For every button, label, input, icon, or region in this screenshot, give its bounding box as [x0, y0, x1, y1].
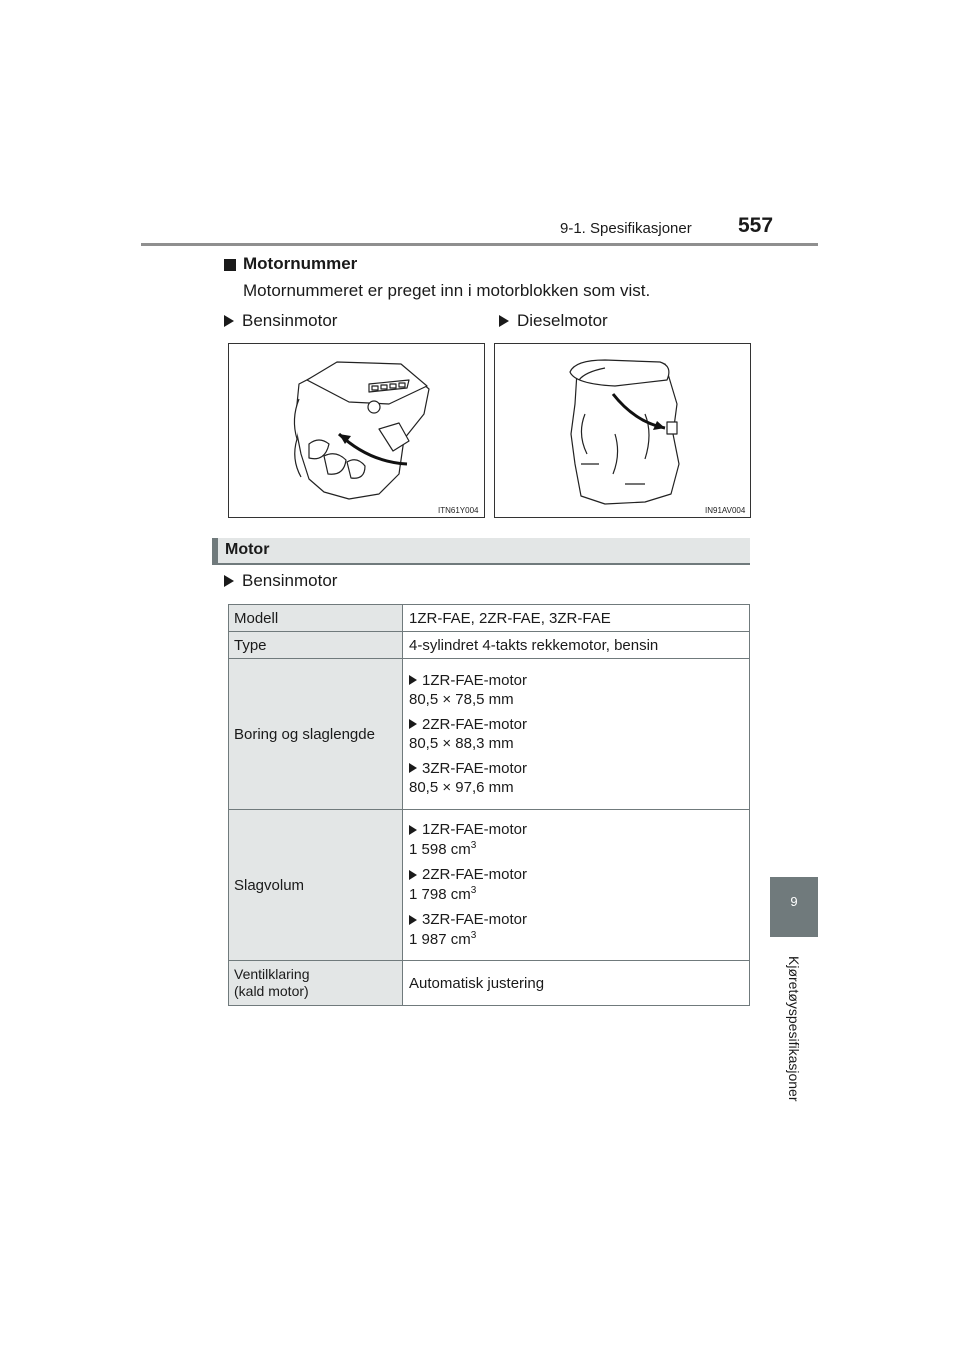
motornummer-title: Motornummer	[243, 254, 358, 273]
figure-label-diesel: Dieselmotor	[517, 311, 608, 330]
unit-superscript: 3	[470, 840, 477, 851]
square-bullet-icon	[224, 259, 236, 271]
triangle-bullet-icon	[409, 870, 417, 880]
petrol-engine-illustration	[229, 344, 484, 517]
bore-stroke-value: 80,5 × 78,5 mm	[409, 690, 514, 708]
engine-label: 3ZR-FAE-motor	[422, 759, 528, 777]
list-item	[409, 716, 744, 733]
row-key: Modell	[229, 605, 403, 632]
list-item	[409, 866, 744, 883]
engine-spec-table	[228, 604, 750, 1006]
motornummer-description: Motornummeret er preget inn i motorblokken som vist.	[243, 281, 651, 300]
list-item	[409, 672, 744, 689]
displacement-number: 1 598 cm	[409, 841, 471, 858]
figure-label-petrol: Bensinmotor	[242, 311, 338, 330]
triangle-bullet-icon	[224, 315, 234, 327]
row-value: 4-sylindret 4-takts rekkemotor, bensin	[403, 632, 750, 659]
row-key-line: Ventilklaring	[234, 966, 310, 982]
unit-superscript: 3	[470, 930, 477, 941]
row-value: 1ZR-FAE, 2ZR-FAE, 3ZR-FAE	[403, 605, 750, 632]
displacement-value	[409, 930, 744, 948]
row-key: Slagvolum	[229, 810, 403, 961]
engine-label: 1ZR-FAE-motor	[422, 671, 528, 689]
chapter-number: 9	[790, 894, 798, 909]
displacement-value	[409, 885, 744, 903]
row-key: Boring og slaglengde	[229, 659, 403, 810]
bore-stroke-value: 80,5 × 97,6 mm	[409, 778, 514, 796]
motor-subheading: Bensinmotor	[242, 571, 338, 590]
figure-code-diesel: IN91AV004	[705, 506, 746, 515]
figure-code-petrol: ITN61Y004	[438, 506, 479, 515]
triangle-bullet-icon	[409, 825, 417, 835]
triangle-bullet-icon	[409, 675, 417, 685]
engine-label: 1ZR-FAE-motor	[422, 821, 528, 838]
motor-heading-bar	[212, 538, 750, 563]
engine-label: 3ZR-FAE-motor	[422, 911, 528, 928]
triangle-bullet-icon	[224, 575, 234, 587]
motor-heading-rule	[212, 563, 750, 565]
displacement-value	[409, 840, 744, 858]
header-rule	[141, 243, 818, 246]
displacement-number: 1 987 cm	[409, 931, 471, 948]
list-item	[409, 911, 744, 928]
triangle-bullet-icon	[409, 719, 417, 729]
petrol-engine-figure	[228, 343, 485, 518]
triangle-bullet-icon	[409, 763, 417, 773]
triangle-bullet-icon	[499, 315, 509, 327]
triangle-bullet-icon	[409, 915, 417, 925]
engine-label: 2ZR-FAE-motor	[422, 715, 528, 733]
table-row	[229, 605, 750, 632]
motor-heading-accent	[212, 538, 218, 563]
row-key	[229, 961, 403, 1006]
bore-stroke-value: 80,5 × 88,3 mm	[409, 734, 514, 752]
diesel-engine-figure	[494, 343, 751, 518]
table-row	[229, 659, 750, 810]
table-row	[229, 810, 750, 961]
unit-superscript: 3	[470, 885, 477, 896]
row-key-line: (kald motor)	[234, 983, 309, 999]
chapter-label: Kjøretøyspesifikasjoner	[786, 956, 802, 1102]
list-item	[409, 821, 744, 838]
row-key: Type	[229, 632, 403, 659]
row-value	[403, 659, 750, 810]
row-value: Automatisk justering	[403, 961, 750, 1006]
table-row	[229, 632, 750, 659]
row-value	[403, 810, 750, 961]
section-title: 9-1. Spesifikasjoner	[560, 220, 692, 237]
motor-heading: Motor	[225, 541, 270, 558]
displacement-number: 1 798 cm	[409, 886, 471, 903]
page-number: 557	[738, 214, 774, 237]
engine-label: 2ZR-FAE-motor	[422, 866, 528, 883]
diesel-engine-illustration	[495, 344, 750, 517]
list-item	[409, 760, 744, 777]
table-row	[229, 961, 750, 1006]
